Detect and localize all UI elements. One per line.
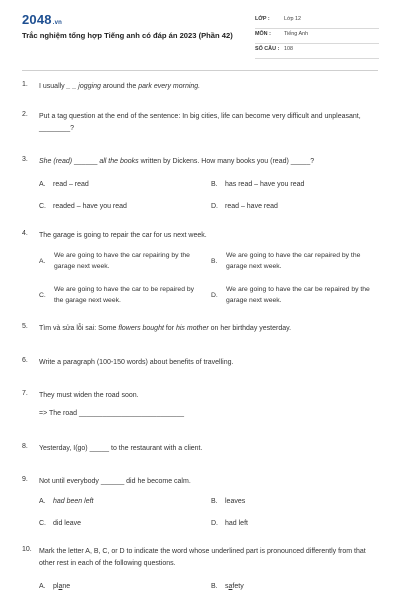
question-text: Mark the letter A, B, C, or D to indicate the word whose underlined part is pronounced differently from that other rest in each of the following questions. xyxy=(39,548,366,567)
question-text: They must widen the road soon. xyxy=(39,392,139,399)
option-c[interactable]: C. readed – have you read xyxy=(39,203,127,210)
meta-value: 108 xyxy=(284,46,293,52)
option-a[interactable]: A. had been left xyxy=(39,498,94,505)
meta-row-count xyxy=(255,44,379,59)
logo-suffix: .vn xyxy=(52,20,63,26)
page-header xyxy=(0,0,400,72)
site-logo[interactable] xyxy=(22,12,62,27)
meta-value: Tiếng Anh xyxy=(284,31,309,37)
question-number: 8. xyxy=(22,443,28,450)
question-text: Write a paragraph (100-150 words) about benefits of travelling. xyxy=(39,359,234,366)
question-text: Not until everybody ______ did he become calm. xyxy=(39,478,191,485)
meta-row-subject xyxy=(255,29,379,44)
option-d[interactable]: D. read – have read xyxy=(211,203,278,210)
question-text: Yesterday, I(go) _____ to the restaurant with a client. xyxy=(39,445,203,452)
question-number: 5. xyxy=(22,323,28,330)
meta-row-class xyxy=(255,14,379,29)
option-a[interactable]: A. plane xyxy=(39,583,71,590)
header-divider xyxy=(22,70,378,71)
meta-value: Lớp 12 xyxy=(284,16,302,22)
option-b[interactable]: B. has read – have you read xyxy=(211,181,305,188)
question-text: She (read) ______ all the books written by Dickens. How many books you (read) _____? xyxy=(39,158,315,165)
answer-line[interactable]: => The road ___________________________ xyxy=(39,410,185,417)
question-number: 6. xyxy=(22,357,28,364)
question-text: Put a tag question at the end of the sentence: In big cities, life can become very difficult and unpleasant, ________? xyxy=(39,113,361,132)
option-c[interactable]: C. did leave xyxy=(39,520,82,527)
question-number: 7. xyxy=(22,390,28,397)
option-d[interactable]: D. We are going to have the car be repaired by the garage next week. xyxy=(211,286,370,304)
meta-label: LỚP : xyxy=(255,16,270,22)
option-b[interactable]: B. safety xyxy=(211,583,244,590)
question-text: The garage is going to repair the car for us next week. xyxy=(39,232,207,239)
question-number: 9. xyxy=(22,476,28,483)
option-d[interactable]: D. had left xyxy=(211,520,248,527)
meta-label: MÔN : xyxy=(255,31,271,37)
question-number: 2. xyxy=(22,111,28,118)
document-title: Trắc nghiệm tổng hợp Tiếng anh có đáp án 2023 (Phần 42) xyxy=(22,31,233,40)
question-number: 10. xyxy=(22,546,32,553)
meta-label: SỐ CÂU : xyxy=(255,46,280,52)
question-text: I usually _ _ jogging around the park every morning. xyxy=(39,83,201,90)
option-b[interactable]: B. leaves xyxy=(211,498,246,505)
option-a[interactable]: A. read – read xyxy=(39,181,89,188)
logo-text: 2048 xyxy=(22,12,52,27)
option-c[interactable]: C. We are going to have the car to be repaired by the garage next week. xyxy=(39,286,195,304)
question-number: 1. xyxy=(22,81,28,88)
question-number: 4. xyxy=(22,230,28,237)
option-a[interactable]: A. We are going to have the car repairing by the garage next week. xyxy=(39,252,190,270)
question-text: Tìm và sửa lỗi sai: Some flowers bought for his mother on her birthday yesterday. xyxy=(39,325,292,332)
option-b[interactable]: B. We are going to have the car repaired by the garage next week. xyxy=(211,252,361,270)
question-number: 3. xyxy=(22,156,28,163)
